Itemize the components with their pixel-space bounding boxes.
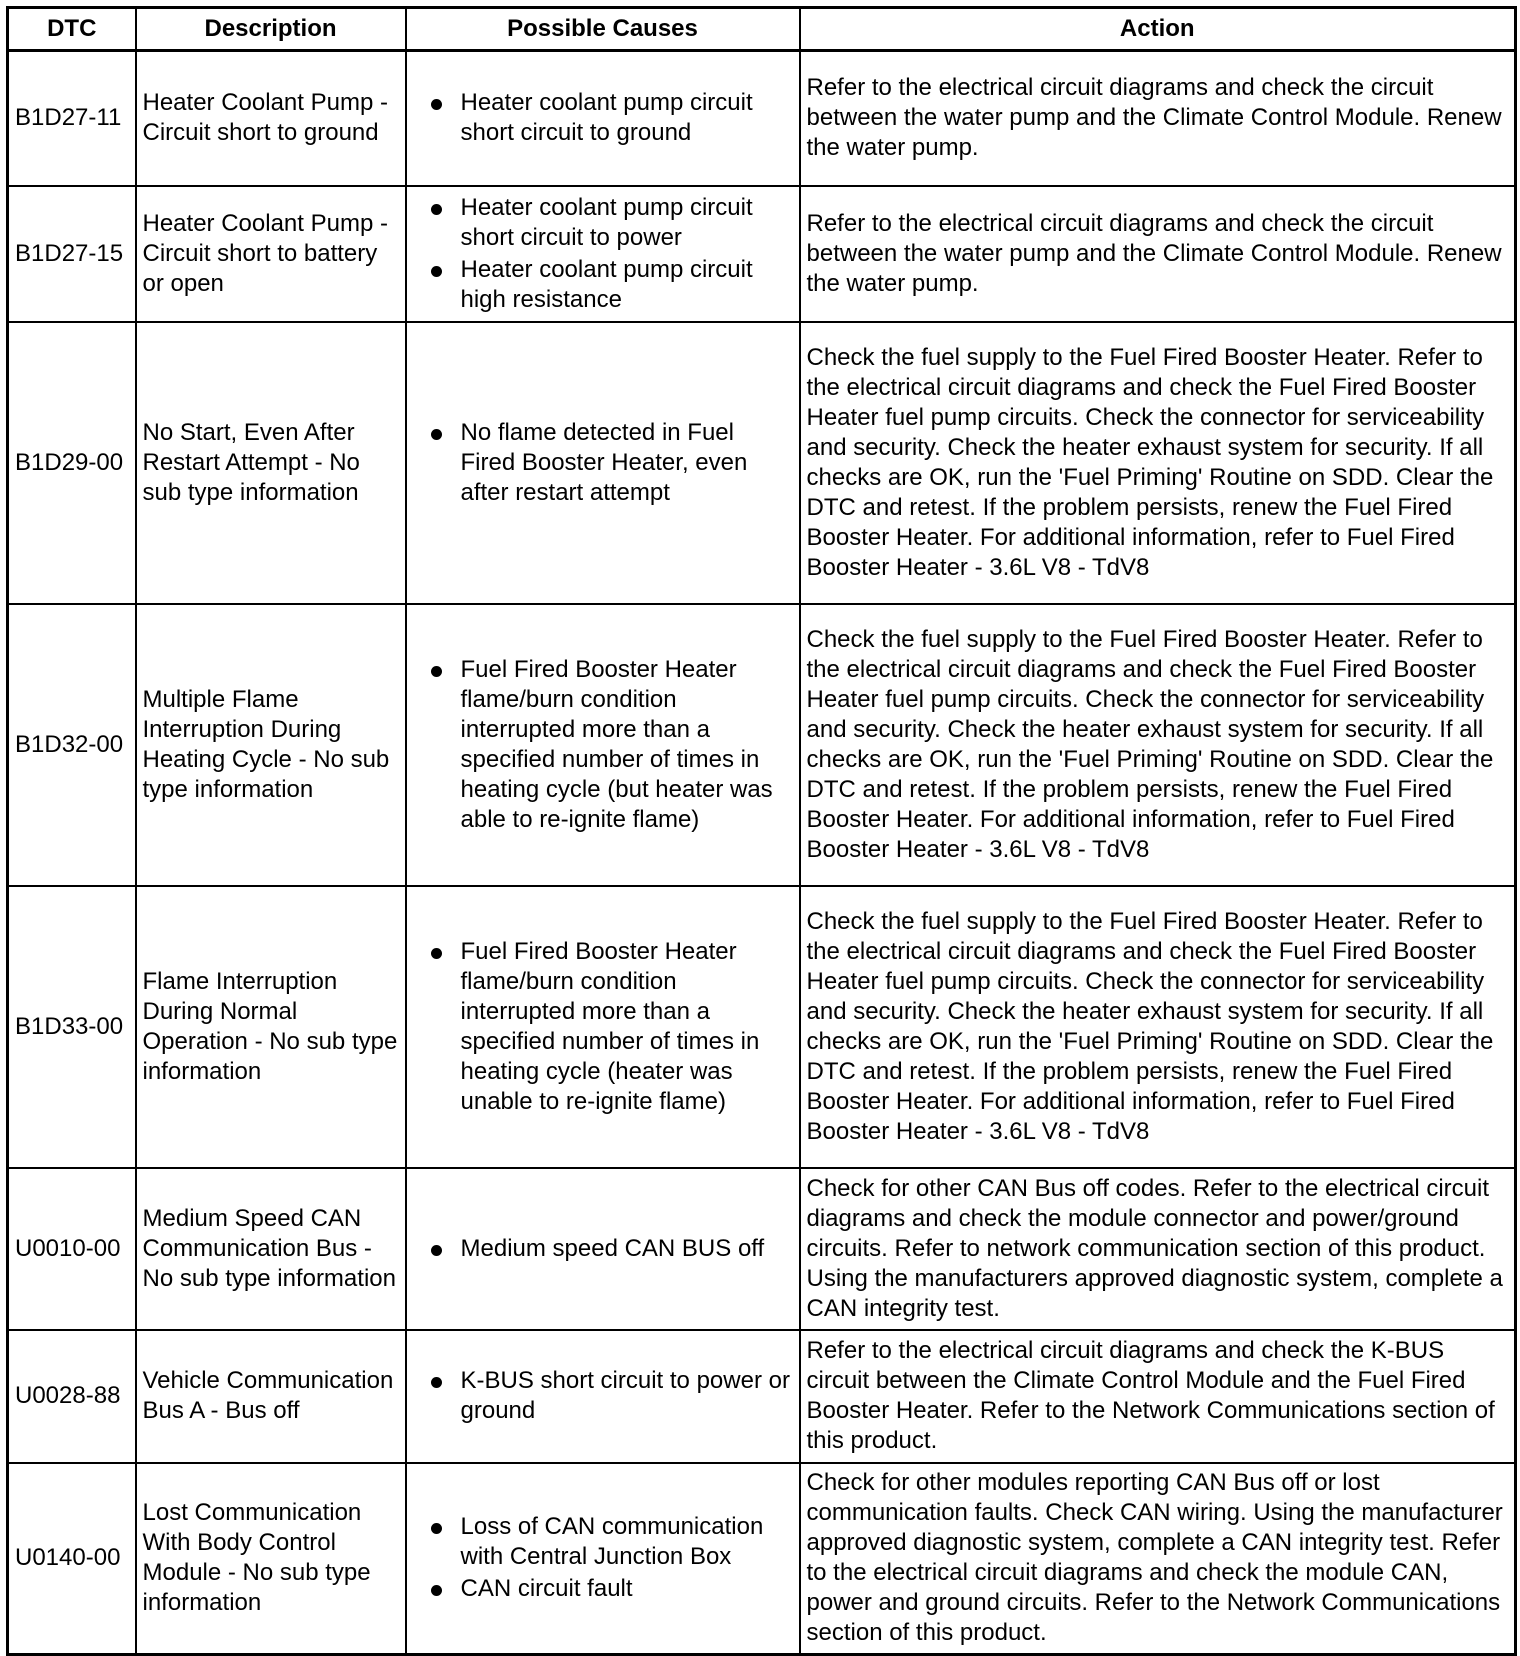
header-dtc: DTC (8, 8, 136, 51)
dtc-code: B1D27-15 (8, 186, 136, 322)
table-row (8, 186, 1516, 322)
table-row (8, 1463, 1516, 1655)
table-body (8, 51, 1516, 1655)
dtc-description: Lost Communication With Body Control Module - No sub type information (136, 1463, 406, 1655)
bullet-icon (431, 1377, 442, 1388)
dtc-code: U0140-00 (8, 1463, 136, 1655)
causes-list (413, 937, 793, 1117)
dtc-description: Heater Coolant Pump - Circuit short to ground (136, 51, 406, 186)
causes-list (413, 88, 793, 148)
action-text: Refer to the electrical circuit diagrams and check the circuit between the water pump and the Climate Control Module. Renew the water pump. (800, 186, 1516, 322)
cause-item (413, 1366, 793, 1426)
bullet-icon (431, 1245, 442, 1256)
table-row (8, 51, 1516, 186)
cause-text: Fuel Fired Booster Heater flame/burn condition interrupted more than a specified number of times in heating cycle (heater was unable to re-ignite flame) (460, 937, 760, 1115)
bullet-icon (431, 266, 442, 277)
dtc-code: B1D27-11 (8, 51, 136, 186)
action-text: Refer to the electrical circuit diagrams and check the circuit between the water pump and the Climate Control Module. Renew the water pump. (800, 51, 1516, 186)
action-text: Check the fuel supply to the Fuel Fired Booster Heater. Refer to the electrical circuit diagrams and check the Fuel Fired Booster Heater fuel pump circuits. Check the connector for serviceability and security. Check the heater exhaust system for security. If all checks are OK, run the 'Fuel Priming' Routine on SDD. Clear the DTC and retest. If the problem persists, renew the Fuel Fired Booster Heater. For additional information, refer to Fuel Fired Booster Heater - 3.6L V8 - TdV8 (800, 886, 1516, 1168)
table-row (8, 322, 1516, 604)
table-row (8, 604, 1516, 886)
possible-causes (406, 1168, 800, 1330)
possible-causes (406, 322, 800, 604)
causes-list (413, 193, 793, 315)
dtc-code: U0028-88 (8, 1330, 136, 1463)
possible-causes (406, 1330, 800, 1463)
cause-text: K-BUS short circuit to power or ground (460, 1367, 790, 1424)
cause-item (413, 193, 793, 253)
cause-text: Heater coolant pump circuit high resistance (460, 255, 753, 313)
cause-item (413, 655, 793, 835)
header-description: Description (136, 8, 406, 51)
possible-causes (406, 604, 800, 886)
dtc-description: Multiple Flame Interruption During Heating Cycle - No sub type information (136, 604, 406, 886)
dtc-table (6, 6, 1517, 1656)
causes-list (413, 655, 793, 835)
table-row (8, 1330, 1516, 1463)
causes-list (413, 1234, 793, 1264)
bullet-icon (431, 948, 442, 959)
causes-list (413, 1512, 793, 1604)
dtc-description: Medium Speed CAN Communication Bus - No sub type information (136, 1168, 406, 1330)
cause-text: Loss of CAN communication with Central Junction Box (460, 1513, 764, 1571)
causes-list (413, 418, 793, 508)
bullet-icon (431, 99, 442, 110)
dtc-description: Heater Coolant Pump - Circuit short to battery or open (136, 186, 406, 322)
dtc-code: U0010-00 (8, 1168, 136, 1330)
action-text: Check the fuel supply to the Fuel Fired Booster Heater. Refer to the electrical circuit diagrams and check the Fuel Fired Booster Heater fuel pump circuits. Check the connector for serviceability and security. Check the heater exhaust system for security. If all checks are OK, run the 'Fuel Priming' Routine on SDD. Clear the DTC and retest. If the problem persists, renew the Fuel Fired Booster Heater. For additional information, refer to Fuel Fired Booster Heater - 3.6L V8 - TdV8 (800, 322, 1516, 604)
action-text: Refer to the electrical circuit diagrams and check the K-BUS circuit between the Climate Control Module and the Fuel Fired Booster Heater. Refer to the Network Communications section of this product. (800, 1330, 1516, 1463)
possible-causes (406, 51, 800, 186)
possible-causes (406, 886, 800, 1168)
table-row (8, 1168, 1516, 1330)
dtc-description: Vehicle Communication Bus A - Bus off (136, 1330, 406, 1463)
table-row (8, 886, 1516, 1168)
causes-list (413, 1366, 793, 1426)
dtc-description: Flame Interruption During Normal Operation - No sub type information (136, 886, 406, 1168)
cause-text: Heater coolant pump circuit short circuit to ground (460, 89, 753, 147)
possible-causes (406, 186, 800, 322)
possible-causes (406, 1463, 800, 1655)
cause-text: Medium speed CAN BUS off (460, 1234, 765, 1262)
header-action: Action (800, 8, 1516, 51)
bullet-icon (431, 1585, 442, 1596)
bullet-icon (431, 666, 442, 677)
cause-item (413, 1574, 793, 1604)
cause-item (413, 88, 793, 148)
cause-text: Fuel Fired Booster Heater flame/burn condition interrupted more than a specified number of times in heating cycle (but heater was able to re-ignite flame) (460, 655, 773, 833)
cause-text: Heater coolant pump circuit short circuit to power (460, 193, 753, 251)
action-text: Check for other modules reporting CAN Bus off or lost communication faults. Check CAN wiring. Using the manufacturer approved diagnostic system, complete a CAN integrity test. Refer to the electrical circuit diagrams and check the module CAN, power and ground circuits. Refer to the Network Communications section of this product. (800, 1463, 1516, 1655)
action-text: Check for other CAN Bus off codes. Refer to the electrical circuit diagrams and check the module connector and power/ground circuits. Refer to network communication section of this product. Using the manufacturers approved diagnostic system, complete a CAN integrity test. (800, 1168, 1516, 1330)
bullet-icon (431, 429, 442, 440)
cause-text: No flame detected in Fuel Fired Booster Heater, even after restart attempt (460, 418, 748, 506)
cause-item (413, 937, 793, 1117)
bullet-icon (431, 204, 442, 215)
bullet-icon (431, 1523, 442, 1534)
dtc-code: B1D32-00 (8, 604, 136, 886)
dtc-code: B1D33-00 (8, 886, 136, 1168)
dtc-code: B1D29-00 (8, 322, 136, 604)
dtc-description: No Start, Even After Restart Attempt - No sub type information (136, 322, 406, 604)
header-row (8, 8, 1516, 51)
cause-item (413, 1512, 793, 1572)
cause-item (413, 1234, 793, 1264)
cause-item (413, 255, 793, 315)
cause-text: CAN circuit fault (460, 1575, 633, 1603)
action-text: Check the fuel supply to the Fuel Fired Booster Heater. Refer to the electrical circuit diagrams and check the Fuel Fired Booster Heater fuel pump circuits. Check the connector for serviceability and security. Check the heater exhaust system for security. If all checks are OK, run the 'Fuel Priming' Routine on SDD. Clear the DTC and retest. If the problem persists, renew the Fuel Fired Booster Heater. For additional information, refer to Fuel Fired Booster Heater - 3.6L V8 - TdV8 (800, 604, 1516, 886)
cause-item (413, 418, 793, 508)
header-possible-causes: Possible Causes (406, 8, 800, 51)
